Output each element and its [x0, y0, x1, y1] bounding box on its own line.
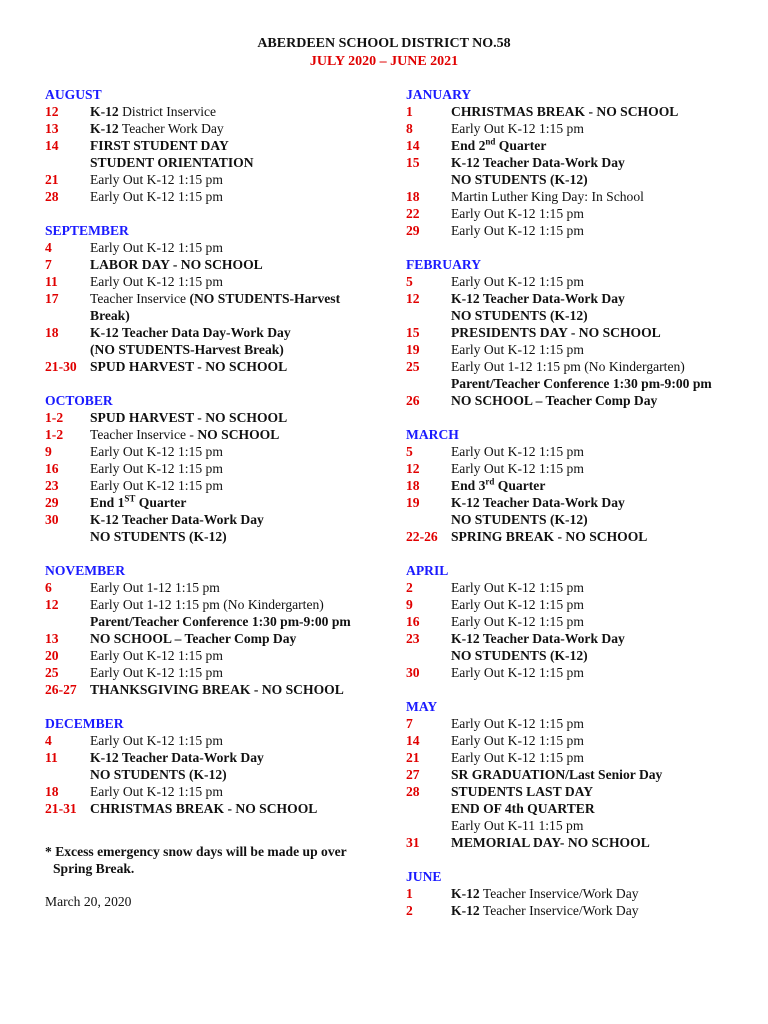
calendar-entry [406, 579, 746, 596]
entry-text: PRESIDENTS DAY - NO SCHOOL [451, 325, 661, 340]
calendar-entry [45, 443, 375, 460]
entry-text: K-12 Teacher Data-Work Day [451, 155, 625, 170]
entry-date: 30 [45, 512, 59, 527]
calendar-entry [45, 647, 375, 664]
entry-date: 23 [406, 631, 420, 646]
entry-text: Early Out K-12 1:15 pm [451, 444, 584, 459]
right-column [406, 86, 746, 936]
entry-text: FIRST STUDENT DAY [90, 138, 229, 153]
calendar-entry [45, 273, 375, 290]
entry-text: Early Out K-12 1:15 pm [90, 478, 223, 493]
entry-date: 1-2 [45, 427, 64, 442]
calendar-entry [45, 120, 375, 137]
snow-day-note [45, 843, 375, 877]
entry-date: 9 [45, 444, 52, 459]
calendar-entry [45, 358, 375, 375]
entry-text: Early Out K-12 1:15 pm [451, 206, 584, 221]
entry-text: K-12 Teacher Data Day-Work Day [90, 325, 291, 340]
calendar-entry [45, 494, 375, 511]
month-june [406, 868, 746, 919]
month-may [406, 698, 746, 851]
entry-text-continued: Parent/Teacher Conference 1:30 pm-9:00 pm [451, 376, 712, 391]
entry-grade-label: K-12 [90, 104, 119, 119]
entry-date: 7 [406, 716, 413, 731]
entry-text: Early Out K-12 1:15 pm [451, 274, 584, 289]
entry-text: Early Out K-12 1:15 pm [451, 665, 584, 680]
calendar-entry [406, 630, 746, 664]
revision-date: March 20, 2020 [45, 894, 132, 909]
entry-text: CHRISTMAS BREAK - NO SCHOOL [451, 104, 679, 119]
calendar-entry [406, 834, 746, 851]
calendar-entry [45, 783, 375, 800]
left-column [45, 86, 375, 910]
month-heading: FEBRUARY [406, 257, 482, 272]
calendar-entry [45, 800, 375, 817]
entry-date: 28 [406, 784, 420, 799]
entry-text: Early Out K-12 1:15 pm [90, 172, 223, 187]
month-march [406, 426, 746, 545]
entry-text: Teacher Inservice - [90, 427, 198, 442]
entry-text: Early Out 1-12 1:15 pm (No Kindergarten) [451, 359, 685, 374]
calendar-entry [406, 154, 746, 188]
calendar-entry [45, 630, 375, 647]
entry-text-continued: NO STUDENTS (K-12) [451, 308, 588, 323]
entry-text-suffix: Quarter [135, 495, 187, 510]
month-august [45, 86, 375, 205]
calendar-entry [406, 222, 746, 239]
calendar-entry [406, 749, 746, 766]
entry-text: SPUD HARVEST - NO SCHOOL [90, 410, 288, 425]
entry-text: Early Out K-12 1:15 pm [90, 240, 223, 255]
entry-bold-text: (NO STUDENTS-Harvest [189, 291, 341, 306]
calendar-entry [406, 341, 746, 358]
entry-date: 26-27 [45, 682, 77, 697]
entry-date: 29 [406, 223, 420, 238]
calendar-entry [406, 273, 746, 290]
entry-text: End 1 [90, 495, 125, 510]
entry-text: Early Out K-12 1:15 pm [90, 189, 223, 204]
entry-text: Early Out K-12 1:15 pm [451, 750, 584, 765]
ordinal-suffix: nd [485, 136, 496, 147]
entry-date: 12 [406, 291, 420, 306]
calendar-entry [406, 290, 746, 324]
month-heading: MARCH [406, 427, 459, 442]
calendar-entry [45, 579, 375, 596]
entry-text-continued: NO STUDENTS (K-12) [451, 172, 588, 187]
entry-text-continued: Early Out K-11 1:15 pm [451, 818, 584, 833]
entry-text: End 3 [451, 478, 486, 493]
entry-date: 12 [406, 461, 420, 476]
entry-date: 19 [406, 495, 420, 510]
entry-date: 11 [45, 750, 58, 765]
month-heading: APRIL [406, 563, 449, 578]
entry-date: 23 [45, 478, 59, 493]
entry-date: 18 [45, 325, 59, 340]
entry-date: 14 [406, 733, 420, 748]
entry-text: MEMORIAL DAY- NO SCHOOL [451, 835, 650, 850]
document-header [0, 35, 768, 71]
entry-text: SPRING BREAK - NO SCHOOL [451, 529, 648, 544]
entry-date: 29 [45, 495, 59, 510]
entry-date: 4 [45, 733, 52, 748]
entry-text-suffix: Quarter [495, 138, 547, 153]
entry-date: 4 [45, 240, 52, 255]
entry-text: Early Out K-12 1:15 pm [451, 223, 584, 238]
entry-text-continued: STUDENT ORIENTATION [90, 155, 254, 170]
entry-date: 12 [45, 104, 59, 119]
entry-grade-label: K-12 [90, 121, 119, 136]
entry-text-suffix: Quarter [494, 478, 546, 493]
calendar-entry [406, 715, 746, 732]
entry-text: Early Out K-12 1:15 pm [90, 274, 223, 289]
entry-date: 9 [406, 597, 413, 612]
calendar-entry [406, 885, 746, 902]
calendar-entry [406, 120, 746, 137]
entry-date: 27 [406, 767, 420, 782]
calendar-entry [45, 477, 375, 494]
entry-text: Early Out K-12 1:15 pm [90, 461, 223, 476]
month-november [45, 562, 375, 698]
calendar-entry [45, 290, 375, 324]
ordinal-suffix: ST [124, 493, 136, 504]
calendar-entry [406, 137, 746, 154]
entry-text: Early Out K-12 1:15 pm [451, 733, 584, 748]
calendar-entry [406, 460, 746, 477]
entry-date: 15 [406, 155, 420, 170]
entry-date: 18 [406, 189, 420, 204]
entry-text: Martin Luther King Day: In School [451, 189, 644, 204]
entry-text: Teacher Inservice/Work Day [479, 886, 639, 901]
entry-text: Teacher Work Day [118, 121, 224, 136]
calendar-entry [406, 324, 746, 341]
entry-date: 28 [45, 189, 59, 204]
entry-text-continued: END OF 4th QUARTER [451, 801, 595, 816]
entry-date: 19 [406, 342, 420, 357]
calendar-entry [406, 766, 746, 783]
district-title: ABERDEEN SCHOOL DISTRICT NO.58 [257, 36, 511, 51]
entry-date: 25 [406, 359, 420, 374]
entry-date: 2 [406, 903, 413, 918]
entry-text: Early Out 1-12 1:15 pm (No Kindergarten) [90, 597, 324, 612]
calendar-entry [45, 324, 375, 358]
entry-text: Early Out 1-12 1:15 pm [90, 580, 220, 595]
month-heading: OCTOBER [45, 393, 113, 408]
entry-text: District Inservice [118, 104, 217, 119]
calendar-entry [406, 494, 746, 528]
entry-date: 1 [406, 104, 413, 119]
month-september [45, 222, 375, 375]
entry-date: 13 [45, 631, 59, 646]
entry-text: K-12 Teacher Data-Work Day [451, 291, 625, 306]
calendar-entry [45, 239, 375, 256]
calendar-entry [45, 749, 375, 783]
entry-text: LABOR DAY - NO SCHOOL [90, 257, 263, 272]
calendar-entry [406, 205, 746, 222]
entry-text: K-12 Teacher Data-Work Day [451, 495, 625, 510]
entry-text: SR GRADUATION/Last Senior Day [451, 767, 663, 782]
calendar-entry [45, 664, 375, 681]
calendar-entry [406, 443, 746, 460]
calendar-entry [45, 256, 375, 273]
entry-text: THANKSGIVING BREAK - NO SCHOOL [90, 682, 344, 697]
entry-date: 5 [406, 444, 413, 459]
ordinal-suffix: rd [485, 476, 495, 487]
entry-date: 5 [406, 274, 413, 289]
entry-text: Early Out K-12 1:15 pm [451, 121, 584, 136]
entry-date: 18 [406, 478, 420, 493]
calendar-entry [406, 103, 746, 120]
entry-date: 7 [45, 257, 52, 272]
entry-text: SPUD HARVEST - NO SCHOOL [90, 359, 288, 374]
entry-text: Teacher Inservice [90, 291, 190, 306]
calendar-entry [45, 596, 375, 630]
entry-text: End 2 [451, 138, 486, 153]
entry-text-continued: (NO STUDENTS-Harvest Break) [90, 342, 284, 357]
entry-date: 14 [406, 138, 420, 153]
entry-grade-label: K-12 [451, 903, 480, 918]
entry-text: K-12 Teacher Data-Work Day [451, 631, 625, 646]
note-line-continued: Spring Break. [53, 861, 135, 876]
calendar-entry [406, 188, 746, 205]
calendar-entry [406, 783, 746, 834]
entry-bold-text: NO SCHOOL [197, 427, 280, 442]
entry-text: Early Out K-12 1:15 pm [451, 580, 584, 595]
calendar-entry [45, 188, 375, 205]
entry-text: Early Out K-12 1:15 pm [90, 733, 223, 748]
calendar-entry [406, 477, 746, 494]
month-heading: SEPTEMBER [45, 223, 129, 238]
entry-text-continued: NO STUDENTS (K-12) [451, 648, 588, 663]
month-heading: DECEMBER [45, 716, 124, 731]
entry-text: Early Out K-12 1:15 pm [90, 648, 223, 663]
month-heading: MAY [406, 699, 438, 714]
entry-date: 16 [406, 614, 420, 629]
entry-text: Early Out K-12 1:15 pm [90, 784, 223, 799]
entry-date: 11 [45, 274, 58, 289]
calendar-entry [406, 664, 746, 681]
entry-date: 1-2 [45, 410, 64, 425]
month-january [406, 86, 746, 239]
calendar-entry [406, 528, 746, 545]
entry-text: Early Out K-12 1:15 pm [451, 342, 584, 357]
entry-text-continued: Break) [90, 308, 130, 323]
entry-date: 25 [45, 665, 59, 680]
entry-date: 22-26 [406, 529, 438, 544]
entry-date: 13 [45, 121, 59, 136]
month-heading: NOVEMBER [45, 563, 126, 578]
entry-text: Early Out K-12 1:15 pm [90, 444, 223, 459]
calendar-entry [45, 171, 375, 188]
month-heading: JUNE [406, 869, 442, 884]
entry-text: Early Out K-12 1:15 pm [451, 614, 584, 629]
entry-text-continued: Parent/Teacher Conference 1:30 pm-9:00 pm [90, 614, 351, 629]
school-year-subtitle: JULY 2020 – JUNE 2021 [309, 54, 459, 69]
month-december [45, 715, 375, 817]
entry-text: Teacher Inservice/Work Day [479, 903, 639, 918]
entry-date: 21 [45, 172, 59, 187]
entry-text: NO SCHOOL – Teacher Comp Day [90, 631, 297, 646]
entry-date: 12 [45, 597, 59, 612]
entry-date: 21-31 [45, 801, 77, 816]
entry-text: Early Out K-12 1:15 pm [451, 716, 584, 731]
entry-date: 31 [406, 835, 420, 850]
entry-date: 18 [45, 784, 59, 799]
entry-date: 2 [406, 580, 413, 595]
month-heading: JANUARY [406, 87, 472, 102]
entry-date: 15 [406, 325, 420, 340]
month-february [406, 256, 746, 409]
entry-date: 22 [406, 206, 420, 221]
entry-date: 26 [406, 393, 420, 408]
entry-date: 14 [45, 138, 59, 153]
entry-grade-label: K-12 [451, 886, 480, 901]
calendar-entry [406, 732, 746, 749]
calendar-entry [45, 103, 375, 120]
entry-text: Early Out K-12 1:15 pm [451, 461, 584, 476]
entry-text: K-12 Teacher Data-Work Day [90, 512, 264, 527]
calendar-entry [45, 460, 375, 477]
entry-date: 30 [406, 665, 420, 680]
entry-text-continued: NO STUDENTS (K-12) [451, 512, 588, 527]
entry-date: 17 [45, 291, 59, 306]
entry-date: 8 [406, 121, 413, 136]
month-april [406, 562, 746, 681]
calendar-entry [45, 426, 375, 443]
entry-text-continued: NO STUDENTS (K-12) [90, 767, 227, 782]
entry-date: 21-30 [45, 359, 77, 374]
calendar-entry [45, 681, 375, 698]
entry-text-continued: NO STUDENTS (K-12) [90, 529, 227, 544]
calendar-entry [45, 137, 375, 171]
calendar-entry [45, 732, 375, 749]
calendar-entry [406, 596, 746, 613]
calendar-entry [406, 613, 746, 630]
calendar-entry [45, 409, 375, 426]
entry-text: CHRISTMAS BREAK - NO SCHOOL [90, 801, 318, 816]
calendar-entry [406, 358, 746, 392]
note-line: * Excess emergency snow days will be made up over [45, 844, 347, 859]
entry-text: Early Out K-12 1:15 pm [451, 597, 584, 612]
entry-date: 20 [45, 648, 59, 663]
calendar-entry [45, 511, 375, 545]
calendar-entry [406, 392, 746, 409]
month-heading: AUGUST [45, 87, 102, 102]
entry-date: 16 [45, 461, 59, 476]
entry-date: 6 [45, 580, 52, 595]
calendar-entry [406, 902, 746, 919]
entry-date: 1 [406, 886, 413, 901]
entry-text: STUDENTS LAST DAY [451, 784, 594, 799]
month-october [45, 392, 375, 545]
entry-text: K-12 Teacher Data-Work Day [90, 750, 264, 765]
entry-text: NO SCHOOL – Teacher Comp Day [451, 393, 658, 408]
entry-text: Early Out K-12 1:15 pm [90, 665, 223, 680]
entry-date: 21 [406, 750, 420, 765]
